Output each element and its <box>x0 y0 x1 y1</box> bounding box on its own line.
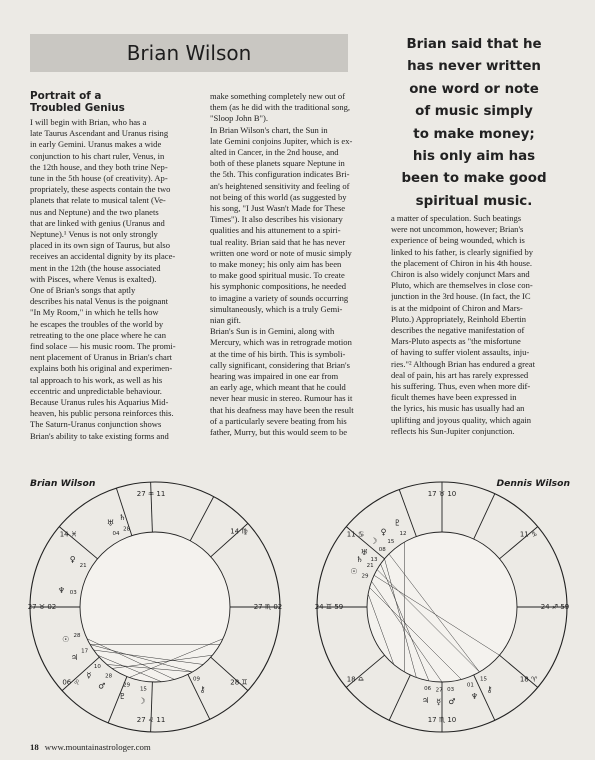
text-line: "Sloop John B"). <box>210 113 269 124</box>
planet-glyph: ♄ <box>356 555 364 564</box>
inner-ring <box>80 532 230 682</box>
planet-glyph: ⚷ <box>486 684 493 694</box>
text-line: alted in Cancer, in the 2nd house, and <box>210 147 339 158</box>
planet-degree: 17 <box>81 648 89 655</box>
planet-degree: 09 <box>193 676 200 683</box>
text-line: tual reality. Brian said that he has never <box>210 236 346 247</box>
text-line: junction in the 3rd house. (In fact, the IC <box>391 291 531 302</box>
text-line: with Pisces, where Venus is exalted). <box>30 273 157 284</box>
planet-glyph: ☽ <box>138 696 146 706</box>
text-line: of a particularly severe beating from his <box>210 415 347 426</box>
text-line: ficult themes have been expressed in <box>391 392 517 403</box>
pull-quote-line: spiritual music. <box>415 193 533 209</box>
text-line: propriately, these aspects contain the two <box>30 184 171 195</box>
planet-degree: 15 <box>387 539 395 546</box>
text-line: Pluto, which are themselves in close con- <box>391 280 533 291</box>
text-line: is at the midpoint of Chiron and Mars- <box>391 302 523 313</box>
text-line: Mars-Pluto aspects as "the misfortune <box>391 336 521 347</box>
text-line: his song, "I Just Wasn't Made for These <box>210 203 346 214</box>
cusp-label: 28 ♊ <box>230 678 248 687</box>
planet-glyph: ♅ <box>360 548 368 558</box>
cusp-label: 14 ♓ <box>59 530 78 539</box>
text-line: reflects his Sun-Jupiter conjunction. <box>391 425 515 436</box>
planet-glyph: ☽ <box>370 536 378 546</box>
text-line: hearing was impaired in one ear from <box>210 371 339 382</box>
text-line: cally significant, considering that Brian's <box>210 359 350 370</box>
planet-degree: 28 <box>123 526 131 533</box>
text-line: Chiron is also widely conjunct Mars and <box>391 269 530 280</box>
text-line: Brian's Sun is in Gemini, along with <box>210 326 335 337</box>
text-line: to make money; his only aim has been <box>210 259 342 270</box>
text-line: of having to suffer violent assaults, inju- <box>391 347 530 358</box>
text-line: father, Murry, but this would seem to be <box>210 427 348 438</box>
text-line: uplifting and joyous quality, which again <box>391 414 531 425</box>
chart-label-left: Brian Wilson <box>30 478 96 489</box>
text-line: his suffering. Thus, even when more dif- <box>391 381 531 392</box>
planet-glyph: ♂ <box>448 696 456 706</box>
text-line: conjunction to his chart ruler, Venus, in <box>30 150 165 161</box>
cusp-label: 17 ♏ 10 <box>427 716 457 724</box>
planet-degree: 29 <box>361 573 369 580</box>
text-line: an's heightened sensitivity and feeling of <box>210 180 350 191</box>
cusp-label: 27 ♒ 11 <box>136 490 166 499</box>
text-line: a matter of speculation. Such beatings <box>391 213 522 223</box>
text-line: One of Brian's songs that aptly <box>30 285 136 296</box>
planet-glyph: ♀ <box>380 527 387 537</box>
text-line: qualities and his attunement to a spiri- <box>210 225 341 236</box>
text-line: Because Uranus rules his Aquarius Mid- <box>30 397 169 408</box>
text-line: late Taurus Ascendant and Uranus rising <box>30 128 169 139</box>
text-line: retreating to the one place where he can <box>30 329 166 340</box>
planet-glyph: ☿ <box>86 670 92 680</box>
text-line: planets that relate to musical talent (Ve- <box>30 195 166 206</box>
planet-degree: 21 <box>79 563 87 569</box>
planet-degree: 06 <box>424 686 432 693</box>
cusp-label: 24 ♊ 59 <box>314 603 344 611</box>
text-line: both of these planets square Neptune in <box>210 158 345 169</box>
planet-glyph: ♆ <box>470 691 479 701</box>
text-line: describes his natal Venus is the poignant <box>30 296 168 307</box>
text-line: the 5th. This configuration indicates Bri- <box>210 169 350 180</box>
planet-glyph: ♂ <box>98 681 106 691</box>
planet-glyph: ☿ <box>436 697 442 707</box>
planet-degree: 29 <box>123 682 131 689</box>
cusp-label: 17 ♉ 10 <box>427 490 457 498</box>
pull-quote-line: been to make good <box>401 171 547 187</box>
text-line: not being of this world (as suggested by <box>210 191 347 202</box>
planet-degree: 10 <box>93 664 101 671</box>
text-line: In Brian Wilson's chart, the Sun in <box>210 124 328 135</box>
text-line: in early Gemini. Uranus makes a wide <box>30 139 162 150</box>
cusp-label: 06 ♌ <box>62 678 80 687</box>
cusp-label: 14 ♍ <box>230 527 248 536</box>
planet-glyph: ♃ <box>70 652 79 662</box>
text-line: receives an accidental dignity by its place- <box>30 251 176 262</box>
planet-glyph: ♄ <box>118 513 127 523</box>
planet-glyph: ♀ <box>69 555 76 564</box>
planet-glyph: ⚷ <box>199 684 206 694</box>
left-chart-wheel <box>28 482 283 732</box>
text-line: never hear music in stereo. Rumour has it <box>210 393 353 404</box>
cusp-label: 27 ♉ 02 <box>27 603 57 611</box>
heading-line: Troubled Genius <box>30 102 125 114</box>
text-line: Pluto.) Appropriately, Reinhold Ebertin <box>391 313 526 324</box>
planet-glyph: ♇ <box>118 691 127 701</box>
chart-label-right: Dennis Wilson <box>496 478 570 489</box>
planet-glyph: ☉ <box>350 566 358 576</box>
text-line: make something completely new out of <box>210 91 346 101</box>
text-line: his symphonic compositions, he needed <box>210 281 347 292</box>
cusp-label: 18 ♎ <box>346 675 365 684</box>
text-line: eccentric and unpredictable behaviour. <box>30 385 162 396</box>
planet-degree: 28 <box>105 673 113 680</box>
text-line: linked to his father, is clearly signified by <box>391 246 534 257</box>
text-line: Brian's ability to take existing forms and <box>30 430 169 441</box>
planet-glyph: ♅ <box>106 518 114 528</box>
planet-degree: 03 <box>69 590 77 597</box>
text-line: heaven, his public persona reinforces this. <box>30 408 174 419</box>
text-line: them (as he did with the traditional song, <box>210 102 351 113</box>
text-line: experience of being wounded, which is <box>391 235 525 246</box>
pull-quote-line: Brian said that he <box>406 37 542 52</box>
text-line: Neptune).¹ Venus is not only strongly <box>30 229 158 240</box>
house-cusp-line <box>190 497 213 541</box>
right-chart-wheel <box>315 482 570 732</box>
pull-quote-line: of music simply <box>415 104 533 120</box>
text-line: find solace — his music room. The promi- <box>30 341 176 352</box>
heading-line: Portrait of a <box>30 90 102 102</box>
planet-degree: 12 <box>399 531 407 538</box>
pull-quote-line: one word or note <box>409 81 539 97</box>
text-line: that his deafness may have been the result <box>210 404 354 415</box>
house-cusp-line <box>151 682 153 732</box>
planet-degree: 27 <box>435 687 443 694</box>
text-line: placed in its own sign of Taurus, but also <box>30 240 171 251</box>
planet-degree: 15 <box>139 686 147 693</box>
text-line: the 12th house, and they both trine Nep- <box>30 161 168 172</box>
text-line: an early age, which meant that he could <box>210 382 346 393</box>
planet-glyph: ♃ <box>421 696 430 706</box>
page-number: 18 <box>30 742 39 752</box>
text-line: were not uncommon, however; Brian's <box>391 224 524 235</box>
planet-degree: 15 <box>480 676 487 683</box>
text-line: nian gift. <box>210 315 241 326</box>
text-line: Times"). It also describes his visionary <box>210 214 343 225</box>
cusp-label: 11 ♑ <box>519 530 538 539</box>
planet-glyph: ☉ <box>62 634 70 644</box>
planet-degree: 04 <box>112 531 120 538</box>
text-line: written one word or note of music simply <box>210 247 352 258</box>
text-line: to imagine a variety of sounds occurring <box>210 292 349 303</box>
house-cusp-line <box>474 494 495 539</box>
pull-quote-line: has never written <box>407 59 541 75</box>
text-line: describes the negative manifestation of <box>391 325 525 336</box>
text-line: nus and Neptune) and the two planets <box>30 206 159 217</box>
text-line: deal of pain, his art has rarely expressed <box>391 369 529 380</box>
article-title: Brian Wilson <box>126 41 252 65</box>
text-line: nent placement of Uranus in Brian's chart <box>30 352 173 363</box>
planet-degree: 28 <box>73 632 81 639</box>
text-line: ries."² Although Brian has endured a great <box>391 358 535 369</box>
text-line: that are linked with genius (Uranus and <box>30 217 165 228</box>
text-line: simultaneously, which is a truly Gemi- <box>210 303 343 314</box>
text-line: "In My Room," in which he tells how <box>30 307 159 318</box>
text-line: The Saturn-Uranus conjunction shows <box>30 419 162 430</box>
planet-glyph: ♇ <box>393 518 401 528</box>
pull-quote-line: his only aim has <box>412 149 536 165</box>
cusp-label: 24 ♐ 59 <box>540 603 570 611</box>
text-line: to make good spiritual music. To create <box>210 270 345 281</box>
house-cusp-line <box>389 675 410 720</box>
text-line: tune in the 5th house (of creativity). Ap- <box>30 173 168 184</box>
cusp-label: 27 ♌ 11 <box>136 715 166 724</box>
text-line: he escapes the troubles of the world by <box>30 318 164 329</box>
cusp-label: 27 ♏ 02 <box>253 603 283 611</box>
cusp-label: 11 ♋ <box>346 530 365 539</box>
text-line: tal approach to his work, as well as his <box>30 374 163 385</box>
planet-degree: 13 <box>370 556 378 563</box>
house-cusp-line <box>399 490 416 537</box>
text-line: I will begin with Brian, who has a <box>30 117 147 127</box>
text-line: Mercury, which was in retrograde motion <box>210 337 352 348</box>
text-line: the lyrics, his music has usually had an <box>391 403 525 414</box>
footer-site: www.mountainastrologer.com <box>44 742 151 752</box>
text-line: late Gemini conjoins Jupiter, which is ex- <box>210 135 353 146</box>
footer <box>30 742 151 752</box>
planet-glyph: ♆ <box>57 586 66 596</box>
planet-degree: 01 <box>466 682 474 689</box>
text-line: ment in the 12th (the house associated <box>30 262 161 273</box>
text-line: explains both his original and experimen- <box>30 363 173 374</box>
planet-degree: 08 <box>378 546 386 553</box>
planet-degree: 21 <box>366 563 374 569</box>
pull-quote-line: to make money; <box>413 126 535 142</box>
planet-degree: 03 <box>447 687 455 694</box>
cusp-label: 18 ♈ <box>519 675 538 684</box>
text-line: at the time of his birth. This is symboli- <box>210 348 346 359</box>
text-line: the placement of Chiron in his 4th house. <box>391 257 532 268</box>
